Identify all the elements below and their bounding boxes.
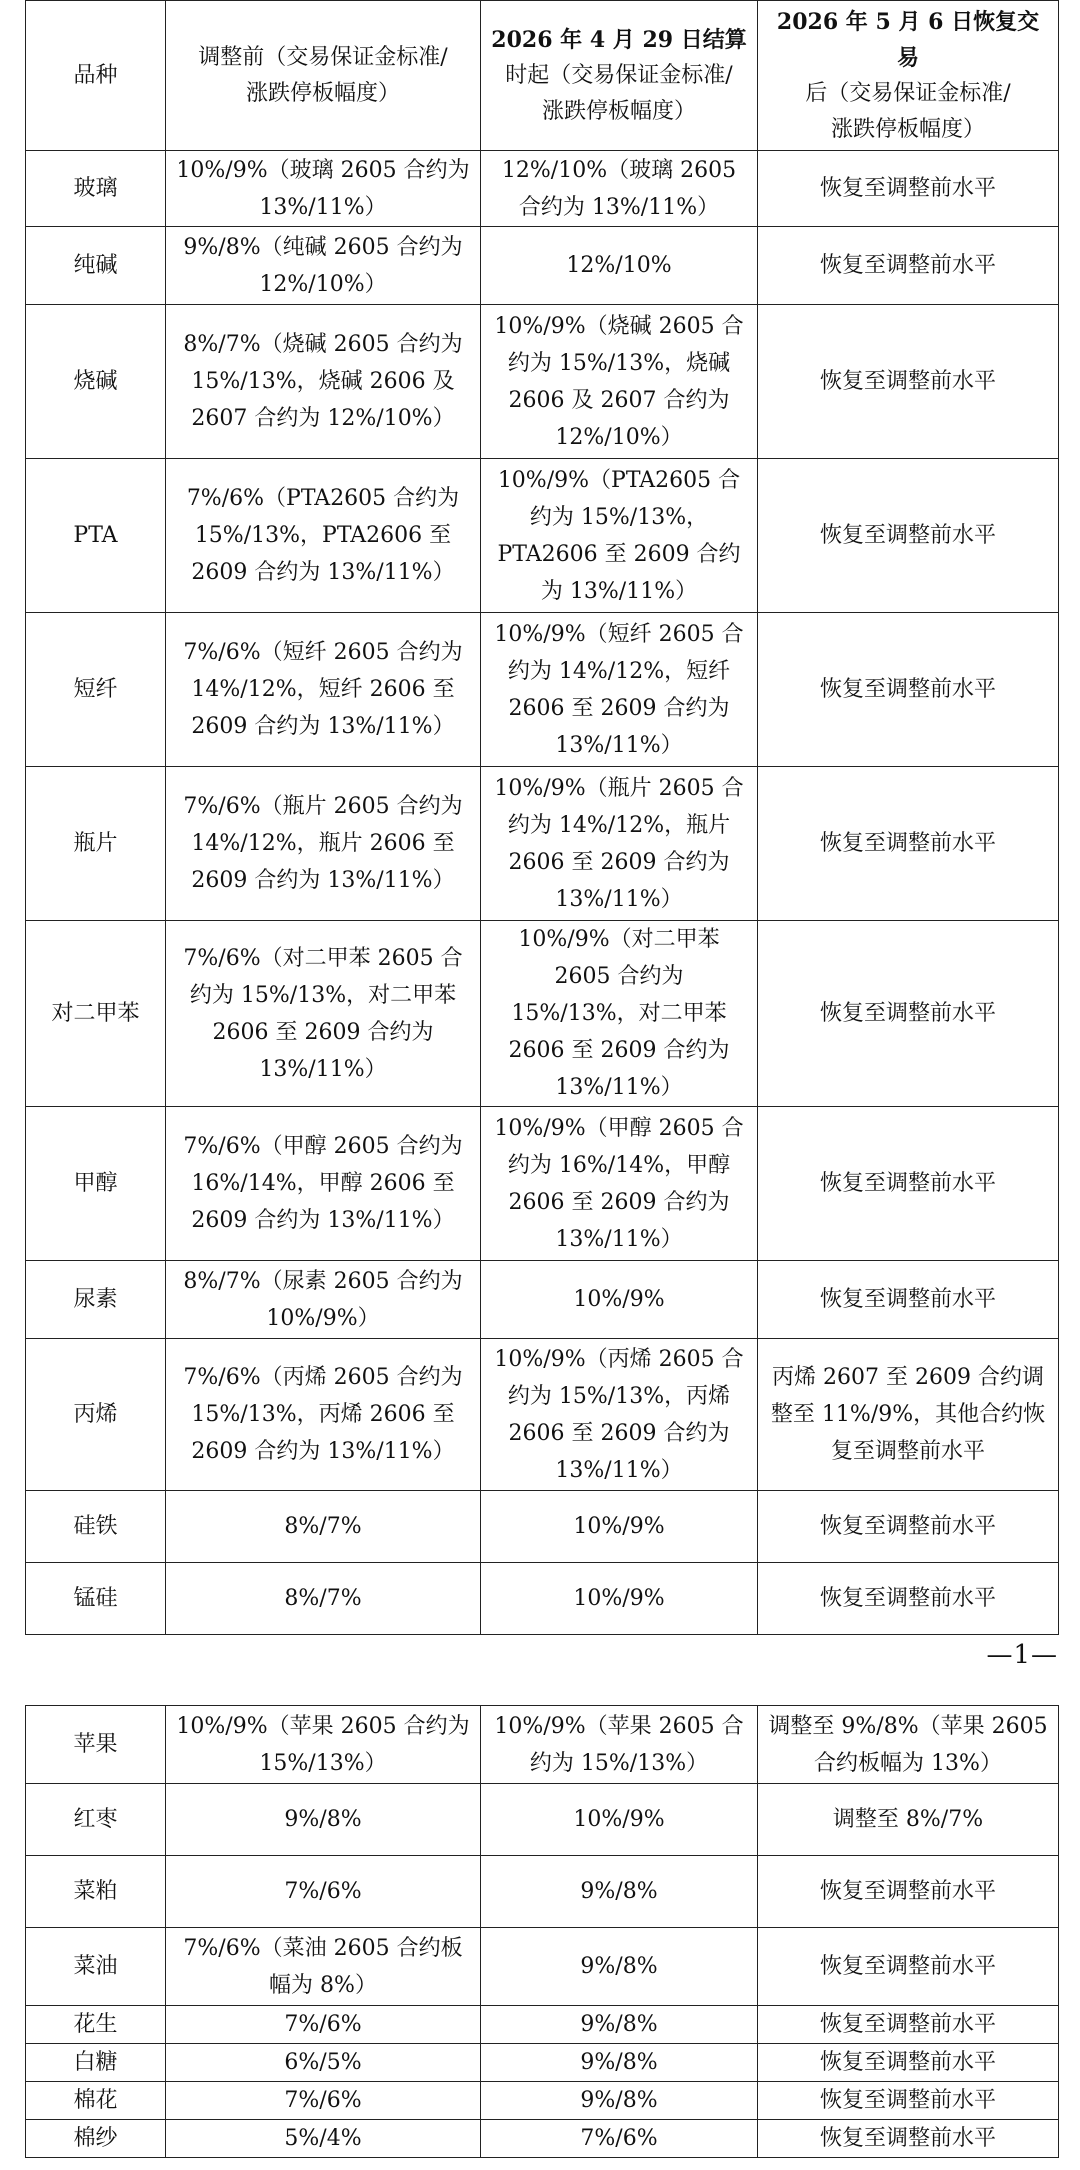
variety-cell: 白糖 <box>26 2044 166 2082</box>
before-cell: 8%/7%（烧碱 2605 合约为 15%/13%，烧碱 2606 及 2607 合约为 12%/10%） <box>166 305 481 459</box>
before-cell: 7%/6% <box>166 1856 481 1928</box>
header-from-date <box>481 1 758 151</box>
before-cell: 8%/7% <box>166 1491 481 1563</box>
from-cell: 10%/9%（烧碱 2605 合约为 15%/13%，烧碱 2606 及 2607 合约为 12%/10%） <box>481 305 758 459</box>
table-row <box>26 1261 1059 1339</box>
variety-cell: 棉花 <box>26 2082 166 2120</box>
page-number: —1— <box>986 1640 1058 1670</box>
from-cell: 9%/8% <box>481 1856 758 1928</box>
after-cell: 恢复至调整前水平 <box>758 1563 1059 1635</box>
after-cell: 恢复至调整前水平 <box>758 151 1059 227</box>
from-cell: 10%/9% <box>481 1563 758 1635</box>
table-row <box>26 1928 1059 2006</box>
header-from-line-1: 2026 年 4 月 29 日结算 <box>491 26 747 53</box>
before-cell: 7%/6%（瓶片 2605 合约为 14%/12%，瓶片 2606 至 2609 合约为 13%/11%） <box>166 767 481 921</box>
variety-cell: 菜油 <box>26 1928 166 2006</box>
after-cell: 恢复至调整前水平 <box>758 921 1059 1107</box>
before-cell: 10%/9%（玻璃 2605 合约为 13%/11%） <box>166 151 481 227</box>
before-cell: 7%/6%（菜油 2605 合约板幅为 8%） <box>166 1928 481 2006</box>
after-cell: 恢复至调整前水平 <box>758 1261 1059 1339</box>
from-cell: 10%/9% <box>481 1784 758 1856</box>
before-cell: 9%/8% <box>166 1784 481 1856</box>
header-before-line-1: 调整前（交易保证金标准/ <box>198 44 448 70</box>
variety-cell: 瓶片 <box>26 767 166 921</box>
before-cell: 6%/5% <box>166 2044 481 2082</box>
from-cell: 12%/10% <box>481 227 758 305</box>
table-row <box>26 227 1059 305</box>
before-cell: 7%/6%（短纤 2605 合约为 14%/12%，短纤 2606 至 2609 合约为 13%/11%） <box>166 613 481 767</box>
before-cell: 10%/9%（苹果 2605 合约为 15%/13%） <box>166 1706 481 1784</box>
table-row <box>26 767 1059 921</box>
before-cell: 7%/6%（PTA2605 合约为 15%/13%，PTA2606 至 2609 合约为 13%/11%） <box>166 459 481 613</box>
after-cell: 恢复至调整前水平 <box>758 459 1059 613</box>
variety-cell: 苹果 <box>26 1706 166 1784</box>
after-cell: 恢复至调整前水平 <box>758 1856 1059 1928</box>
margin-table-page-2 <box>25 1705 1059 2158</box>
before-cell: 7%/6%（丙烯 2605 合约为 15%/13%，丙烯 2606 至 2609 合约为 13%/11%） <box>166 1339 481 1491</box>
header-from-line-2: 时起（交易保证金标准/ <box>505 62 733 88</box>
table-row <box>26 1491 1059 1563</box>
table-row <box>26 1784 1059 1856</box>
table-row <box>26 305 1059 459</box>
from-cell: 10%/9%（丙烯 2605 合约为 15%/13%，丙烯 2606 至 2609 合约为 13%/11%） <box>481 1339 758 1491</box>
after-cell: 恢复至调整前水平 <box>758 2082 1059 2120</box>
table-row <box>26 2082 1059 2120</box>
before-cell: 9%/8%（纯碱 2605 合约为 12%/10%） <box>166 227 481 305</box>
from-cell: 7%/6% <box>481 2120 758 2158</box>
from-cell: 12%/10%（玻璃 2605 合约为 13%/11%） <box>481 151 758 227</box>
header-after-resume <box>758 1 1059 151</box>
header-from-line-3: 涨跌停板幅度） <box>541 98 696 124</box>
after-cell: 恢复至调整前水平 <box>758 613 1059 767</box>
after-cell: 调整至 8%/7% <box>758 1784 1059 1856</box>
from-cell: 10%/9%（苹果 2605 合约为 15%/13%） <box>481 1706 758 1784</box>
header-variety: 品种 <box>26 1 166 151</box>
from-cell: 9%/8% <box>481 1928 758 2006</box>
variety-cell: 花生 <box>26 2006 166 2044</box>
header-after-line-2: 后（交易保证金标准/ <box>805 80 1011 106</box>
header-after-line-3: 涨跌停板幅度） <box>830 116 985 142</box>
after-cell: 恢复至调整前水平 <box>758 1107 1059 1261</box>
from-cell: 10%/9%（短纤 2605 合约为 14%/12%，短纤 2606 至 2609 合约为 13%/11%） <box>481 613 758 767</box>
from-cell: 10%/9% <box>481 1261 758 1339</box>
variety-cell: 锰硅 <box>26 1563 166 1635</box>
variety-cell: 棉纱 <box>26 2120 166 2158</box>
table-row <box>26 459 1059 613</box>
before-cell: 7%/6%（甲醇 2605 合约为 16%/14%，甲醇 2606 至 2609 合约为 13%/11%） <box>166 1107 481 1261</box>
after-cell: 恢复至调整前水平 <box>758 2044 1059 2082</box>
table-row <box>26 921 1059 1107</box>
before-cell: 7%/6% <box>166 2082 481 2120</box>
table-row <box>26 1563 1059 1635</box>
variety-cell: 玻璃 <box>26 151 166 227</box>
before-cell: 7%/6%（对二甲苯 2605 合约为 15%/13%，对二甲苯 2606 至 2609 合约为 13%/11%） <box>166 921 481 1107</box>
before-cell: 8%/7% <box>166 1563 481 1635</box>
after-cell: 恢复至调整前水平 <box>758 1928 1059 2006</box>
variety-cell: PTA <box>26 459 166 613</box>
variety-cell: 纯碱 <box>26 227 166 305</box>
table-row <box>26 1339 1059 1491</box>
table-row <box>26 1706 1059 1784</box>
header-before <box>166 1 481 151</box>
from-cell: 9%/8% <box>481 2082 758 2120</box>
variety-cell: 硅铁 <box>26 1491 166 1563</box>
before-cell: 7%/6% <box>166 2006 481 2044</box>
table-header-row <box>26 1 1059 151</box>
from-cell: 9%/8% <box>481 2044 758 2082</box>
variety-cell: 红枣 <box>26 1784 166 1856</box>
before-cell: 5%/4% <box>166 2120 481 2158</box>
variety-cell: 烧碱 <box>26 305 166 459</box>
variety-cell: 短纤 <box>26 613 166 767</box>
after-cell: 恢复至调整前水平 <box>758 767 1059 921</box>
variety-cell: 对二甲苯 <box>26 921 166 1107</box>
from-cell: 10%/9% <box>481 1491 758 1563</box>
variety-cell: 尿素 <box>26 1261 166 1339</box>
after-cell: 恢复至调整前水平 <box>758 1491 1059 1563</box>
table-row <box>26 2006 1059 2044</box>
after-cell: 调整至 9%/8%（苹果 2605 合约板幅为 13%） <box>758 1706 1059 1784</box>
table-row <box>26 2120 1059 2158</box>
after-cell: 恢复至调整前水平 <box>758 227 1059 305</box>
table-row <box>26 151 1059 227</box>
before-cell: 8%/7%（尿素 2605 合约为 10%/9%） <box>166 1261 481 1339</box>
after-cell: 恢复至调整前水平 <box>758 2120 1059 2158</box>
table-row <box>26 1856 1059 1928</box>
variety-cell: 甲醇 <box>26 1107 166 1261</box>
from-cell: 10%/9%（甲醇 2605 合约为 16%/14%，甲醇 2606 至 2609 合约为 13%/11%） <box>481 1107 758 1261</box>
from-cell: 10%/9%（对二甲苯 2605 合约为 15%/13%，对二甲苯 2606 至 2609 合约为 13%/11%） <box>481 921 758 1107</box>
variety-cell: 菜粕 <box>26 1856 166 1928</box>
table-row <box>26 1107 1059 1261</box>
from-cell: 9%/8% <box>481 2006 758 2044</box>
variety-cell: 丙烯 <box>26 1339 166 1491</box>
header-after-line-1: 2026 年 5 月 6 日恢复交易 <box>776 8 1040 71</box>
from-cell: 10%/9%（PTA2605 合约为 15%/13%，PTA2606 至 2609 合约为 13%/11%） <box>481 459 758 613</box>
margin-table-page-1 <box>25 0 1059 1635</box>
after-cell: 恢复至调整前水平 <box>758 2006 1059 2044</box>
after-cell: 丙烯 2607 至 2609 合约调整至 11%/9%，其他合约恢复至调整前水平 <box>758 1339 1059 1491</box>
from-cell: 10%/9%（瓶片 2605 合约为 14%/12%，瓶片 2606 至 2609 合约为 13%/11%） <box>481 767 758 921</box>
header-before-line-2: 涨跌停板幅度） <box>245 80 400 106</box>
after-cell: 恢复至调整前水平 <box>758 305 1059 459</box>
table-row <box>26 613 1059 767</box>
table-row <box>26 2044 1059 2082</box>
